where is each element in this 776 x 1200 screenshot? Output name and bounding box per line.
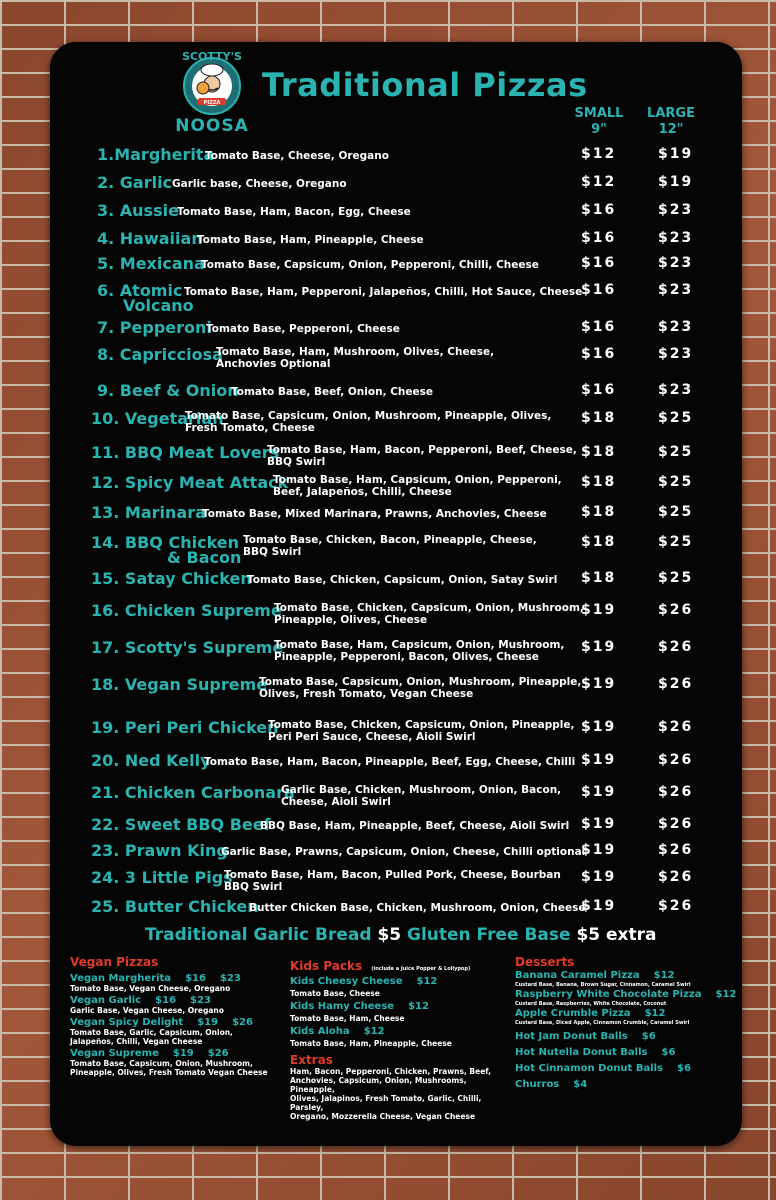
small-price: $16: [581, 202, 617, 218]
pizza-description: BBQ Base, Ham, Pineapple, Beef, Cheese, Aioli Swirl: [260, 820, 570, 832]
vegan-small-price: $19: [197, 1017, 219, 1028]
pizza-description-line2: Cheese, Aioli Swirl: [281, 796, 391, 808]
gluten-free-line: [407, 925, 657, 945]
pizza-description: Tomato Base, Ham, Bacon, Pineapple, Beef, Egg, Cheese, Chilli: [204, 756, 576, 768]
dessert-item: [515, 1079, 725, 1090]
dessert-item-description: Custard Base, Diced Apple, Cinnamon Crumble, Caramel Swirl: [515, 1020, 690, 1026]
dessert-item-price: $6: [677, 1063, 691, 1074]
large-price: $23: [658, 230, 694, 246]
large-size-inches: 12": [658, 122, 684, 137]
vegan-large-price: $23: [190, 995, 211, 1006]
small-price: $19: [581, 816, 617, 832]
pizza-description: Tomato Base, Capsicum, Onion, Mushroom, Pineapple, Olives,: [185, 410, 552, 422]
pizza-description: Tomato Base, Beef, Onion, Cheese: [231, 386, 434, 398]
pizza-name: 19. Peri Peri Chicken: [91, 718, 279, 737]
vegan-item-description-line2: Jalapeños, Chilli, Vegan Cheese: [70, 1037, 203, 1046]
dessert-item-name: Churros: [515, 1079, 560, 1090]
large-price: $23: [658, 319, 694, 335]
dessert-item-price: $12: [715, 989, 737, 1000]
vegan-item-name: Vegan Margherita: [70, 973, 172, 984]
large-price: $25: [658, 444, 694, 460]
large-size-label: LARGE: [647, 106, 695, 121]
pizza-description-line2: Pineapple, Pepperoni, Bacon, Olives, Cheese: [274, 651, 539, 663]
pizza-name: 24. 3 Little Pigs: [91, 868, 233, 887]
pizza-description-line2: Olives, Fresh Tomato, Vegan Cheese: [259, 688, 474, 700]
pizza-name: 9. Beef & Onion: [97, 381, 239, 400]
dessert-item-description: Custard Base, Banana, Brown Sugar, Cinnamon, Caramel Swirl: [515, 982, 691, 988]
extras-line: Anchovies, Capsicum, Onion, Mushrooms, Pineapple,: [290, 1076, 467, 1094]
pizza-description-line2: Anchovies Optional: [216, 358, 331, 370]
kids-item: [290, 976, 510, 987]
pizza-name: 22. Sweet BBQ Beef: [91, 815, 271, 834]
dessert-item-description: Custard Base, Raspberries, White Chocolate, Coconut: [515, 1001, 667, 1007]
small-price: $16: [581, 230, 617, 246]
extras-lines: [290, 1067, 510, 1121]
kids-item-description: Tomato Base, Cheese: [290, 989, 380, 998]
pizza-name: 10. Vegetarian: [91, 409, 224, 428]
large-price: $26: [658, 842, 694, 858]
kids-item-price: $12: [408, 1001, 429, 1012]
large-price: $26: [658, 869, 694, 885]
vegan-small-price: $16: [155, 995, 177, 1006]
small-price: $19: [581, 898, 617, 914]
small-price: $16: [581, 282, 617, 298]
dessert-item-name: Raspberry White Chocolate Pizza: [515, 989, 702, 1000]
large-price: $23: [658, 382, 694, 398]
vegan-item-name: Vegan Spicy Delight: [70, 1017, 184, 1028]
pizza-description: Tomato Base, Ham, Bacon, Pepperoni, Beef, Cheese,: [267, 444, 577, 456]
kids-items: [290, 976, 510, 1048]
svg-text:SCOTTY'S: SCOTTY'S: [182, 50, 242, 63]
pizza-description: Tomato Base, Ham, Capsicum, Onion, Pepperoni,: [273, 474, 562, 486]
small-price: $12: [581, 146, 617, 162]
small-price: $18: [581, 474, 617, 490]
small-price: $16: [581, 255, 617, 271]
pizza-description: Tomato Base, Chicken, Capsicum, Onion, Satay Swirl: [247, 574, 558, 586]
small-size-label: SMALL: [574, 106, 624, 121]
pizza-name: 12. Spicy Meat Attack: [91, 473, 289, 492]
small-price: $16: [581, 346, 617, 362]
pizza-description: Tomato Base, Chicken, Capsicum, Onion, Mushroom,: [274, 602, 584, 614]
vegan-item-description: Tomato Base, Vegan Cheese, Oregano: [70, 984, 231, 993]
kids-item-description: Tomato Base, Ham, Cheese: [290, 1014, 405, 1023]
dessert-item: [515, 970, 725, 981]
pizza-name: 3. Aussie: [97, 201, 179, 220]
large-price: $23: [658, 202, 694, 218]
pizza-name: 7. Pepperoni: [97, 318, 212, 337]
garlic-bread-label: Traditional Garlic Bread: [145, 925, 372, 945]
small-size-inches: 9": [591, 122, 607, 137]
pizza-name: 6. Atomic: [97, 281, 183, 300]
kids-item-description: Tomato Base, Ham, Pineapple, Cheese: [290, 1039, 452, 1048]
large-price: $19: [658, 174, 694, 190]
large-price: $25: [658, 474, 694, 490]
small-size-header: [572, 106, 626, 138]
kids-note: (include a Juice Popper & Lollypop): [371, 966, 471, 972]
pizza-description: Garlic Base, Chicken, Mushroom, Onion, Bacon,: [281, 784, 562, 796]
pizza-description-line2: BBQ Swirl: [243, 546, 302, 558]
small-price: $18: [581, 534, 617, 550]
pizza-name: 18. Vegan Supreme: [91, 675, 268, 694]
vegan-item-name: Vegan Supreme: [70, 1048, 159, 1059]
pizza-name: 14. BBQ Chicken: [91, 533, 240, 552]
dessert-item-name: Hot Jam Donut Balls: [515, 1031, 628, 1042]
pizza-name: 21. Chicken Carbonara: [91, 783, 295, 802]
vegan-item-description: Garlic Base, Vegan Cheese, Oregano: [70, 1006, 224, 1015]
pizza-name: 2. Garlic: [97, 173, 173, 192]
pizza-description: Tomato Base, Ham, Bacon, Pulled Pork, Cheese, Bourban: [224, 869, 561, 881]
small-price: $16: [581, 319, 617, 335]
pizza-description: Tomato Base, Ham, Pineapple, Cheese: [197, 234, 424, 246]
large-price: $25: [658, 570, 694, 586]
small-price: $19: [581, 752, 617, 768]
large-price: $26: [658, 898, 694, 914]
small-price: $19: [581, 639, 617, 655]
gluten-free-label: Gluten Free Base: [407, 925, 571, 945]
dessert-item-name: Banana Caramel Pizza: [515, 970, 640, 981]
pizza-description: Tomato Base, Chicken, Bacon, Pineapple, Cheese,: [243, 534, 537, 546]
large-price: $26: [658, 602, 694, 618]
kids-item-name: Kids Cheesy Cheese: [290, 976, 403, 987]
small-price: $18: [581, 410, 617, 426]
vegan-large-price: $23: [219, 973, 241, 984]
pizza-name: 15. Satay Chicken: [91, 569, 252, 588]
garlic-bread-line: [145, 925, 401, 945]
large-price: $19: [658, 146, 694, 162]
scottys-pizza-chef-logo: [172, 50, 252, 120]
pizza-description: Tomato Base, Mixed Marinara, Prawns, Anchovies, Cheese: [202, 508, 547, 520]
dessert-item-price: $6: [661, 1047, 676, 1058]
large-price: $26: [658, 816, 694, 832]
large-price: $25: [658, 534, 694, 550]
large-price: $26: [658, 752, 694, 768]
dessert-items: [515, 970, 737, 1090]
dessert-item-price: $4: [573, 1079, 588, 1090]
small-price: $18: [581, 444, 617, 460]
large-price: $23: [658, 346, 694, 362]
vegan-small-price: $16: [185, 973, 206, 984]
pizza-name-line2: Volcano: [123, 296, 194, 315]
vegan-small-price: $19: [172, 1048, 194, 1059]
pizza-name: 25. Butter Chicken: [91, 897, 259, 916]
page-title: Traditional Pizzas: [262, 66, 588, 104]
pizza-description-line2: Beef, Jalapeños, Chilli, Cheese: [273, 486, 452, 498]
dessert-item-name: Hot Cinnamon Donut Balls: [515, 1063, 663, 1074]
vegan-large-price: $26: [232, 1017, 253, 1028]
kids-item-name: Kids Hamy Cheese: [290, 1001, 395, 1012]
vegan-item-name: Vegan Garlic: [70, 995, 142, 1006]
pizza-name: 16. Chicken Supreme: [91, 601, 282, 620]
vegan-item: [70, 973, 280, 984]
large-price: $26: [658, 676, 694, 692]
extras-title: Extras: [290, 1053, 333, 1067]
pizza-name-line2: & Bacon: [167, 548, 242, 567]
pizza-name: 1.Margherita: [97, 145, 215, 164]
pizza-name: 13. Marinara: [91, 503, 206, 522]
small-price: $19: [581, 602, 617, 618]
large-price: $26: [658, 639, 694, 655]
small-price: $12: [581, 174, 617, 190]
large-price: $23: [658, 282, 694, 298]
pizza-name: 5. Mexicana: [97, 254, 205, 273]
desserts-title: Desserts: [515, 955, 575, 969]
small-price: $18: [581, 504, 617, 520]
dessert-item-name: Apple Crumble Pizza: [515, 1008, 631, 1019]
pizza-name: 8. Capricciosa: [97, 345, 223, 364]
pizza-description: Garlic Base, Prawns, Capsicum, Onion, Cheese, Chilli optional: [221, 846, 586, 858]
pizza-description: Tomato Base, Cheese, Oregano: [205, 150, 389, 162]
large-size-header: [643, 106, 699, 138]
dessert-item-price: $12: [653, 970, 675, 981]
pizza-name: 20. Ned Kelly: [91, 751, 211, 770]
garlic-bread-price: $5: [377, 925, 402, 945]
vegan-item-description-line2: Pineapple, Olives, Fresh Tomato Vegan Cheese: [70, 1068, 268, 1077]
svg-text:PIZZA: PIZZA: [203, 100, 221, 106]
vegan-large-price: $26: [207, 1048, 229, 1059]
large-price: $23: [658, 255, 694, 271]
dessert-item-name: Hot Nutella Donut Balls: [515, 1047, 648, 1058]
kids-item: [290, 1026, 510, 1037]
pizza-description: Tomato Base, Capsicum, Onion, Mushroom, Pineapple,: [259, 676, 582, 688]
pizza-description-line2: Peri Peri Sauce, Cheese, Aioli Swirl: [268, 731, 476, 743]
small-price: $19: [581, 719, 617, 735]
kids-section: [290, 955, 510, 1121]
pizza-description: Tomato Base, Pepperoni, Cheese: [206, 323, 400, 335]
small-price: $19: [581, 784, 617, 800]
small-price: $18: [581, 570, 617, 586]
pizza-name: 23. Prawn King: [91, 841, 228, 860]
extras-line: Olives, Jalapinos, Fresh Tomato, Garlic, Chilli, Parsley,: [290, 1094, 482, 1112]
vegan-item: [70, 1017, 280, 1028]
kids-title: Kids Packs: [290, 959, 363, 973]
extras-line: Ham, Bacon, Pepperoni, Chicken, Prawns, Beef,: [290, 1067, 491, 1076]
kids-item: [290, 1001, 510, 1012]
desserts-section: [515, 955, 737, 1090]
dessert-item-price: $12: [644, 1008, 666, 1019]
kids-item-price: $12: [416, 976, 438, 987]
vegan-item-description: Tomato Base, Garlic, Capsicum, Onion,: [70, 1028, 233, 1037]
vegan-item: [70, 995, 280, 1006]
vegan-title: Vegan Pizzas: [70, 955, 159, 969]
small-price: $19: [581, 869, 617, 885]
pizza-description: Tomato Base, Ham, Bacon, Egg, Cheese: [177, 206, 411, 218]
kids-item-price: $12: [363, 1026, 385, 1037]
pizza-name: 4. Hawaiian: [97, 229, 203, 248]
pizza-description: Tomato Base, Ham, Capsicum, Onion, Mushroom,: [274, 639, 565, 651]
pizza-name: 11. BBQ Meat Lovers: [91, 443, 280, 462]
kids-item-name: Kids Aloha: [290, 1026, 350, 1037]
large-price: $26: [658, 719, 694, 735]
dessert-item: [515, 1063, 725, 1074]
pizza-description-line2: Fresh Tomato, Cheese: [185, 422, 315, 434]
kids-title-row: [290, 955, 510, 974]
pizza-description: Garlic base, Cheese, Oregano: [172, 178, 347, 190]
vegan-section: [70, 955, 280, 1077]
dessert-item: [515, 1008, 725, 1019]
pizza-description: Tomato Base, Capsicum, Onion, Pepperoni, Chilli, Cheese: [201, 259, 539, 271]
pizza-description-line2: BBQ Swirl: [267, 456, 326, 468]
dessert-item: [515, 1047, 725, 1058]
pizza-description: Tomato Base, Chicken, Capsicum, Onion, Pineapple,: [268, 719, 575, 731]
dessert-item: [515, 1031, 725, 1042]
pizza-description: Tomato Base, Ham, Mushroom, Olives, Cheese,: [216, 346, 495, 358]
small-price: $16: [581, 382, 617, 398]
pizza-description: Tomato Base, Ham, Pepperoni, Jalapeños, Chilli, Hot Sauce, Cheese: [184, 286, 583, 298]
small-price: $19: [581, 842, 617, 858]
large-price: $26: [658, 784, 694, 800]
gluten-free-price: $5 extra: [576, 925, 657, 945]
vegan-item-description: Tomato Base, Capsicum, Onion, Mushroom,: [70, 1059, 253, 1068]
large-price: $25: [658, 504, 694, 520]
vegan-items: [70, 973, 280, 1077]
vegan-item: [70, 1048, 280, 1059]
small-price: $19: [581, 676, 617, 692]
pizza-description-line2: Pineapple, Olives, Cheese: [274, 614, 428, 626]
logo-location-text: NOOSA: [175, 116, 249, 136]
dessert-item-price: $6: [641, 1031, 656, 1042]
pizza-description: Butter Chicken Base, Chicken, Mushroom, Onion, Cheese: [249, 902, 586, 914]
dessert-item: [515, 989, 737, 1000]
pizza-description-line2: BBQ Swirl: [224, 881, 283, 893]
large-price: $25: [658, 410, 694, 426]
extras-line: Oregano, Mozzerella Cheese, Vegan Cheese: [290, 1112, 476, 1121]
pizza-name: 17. Scotty's Supreme: [91, 638, 284, 657]
